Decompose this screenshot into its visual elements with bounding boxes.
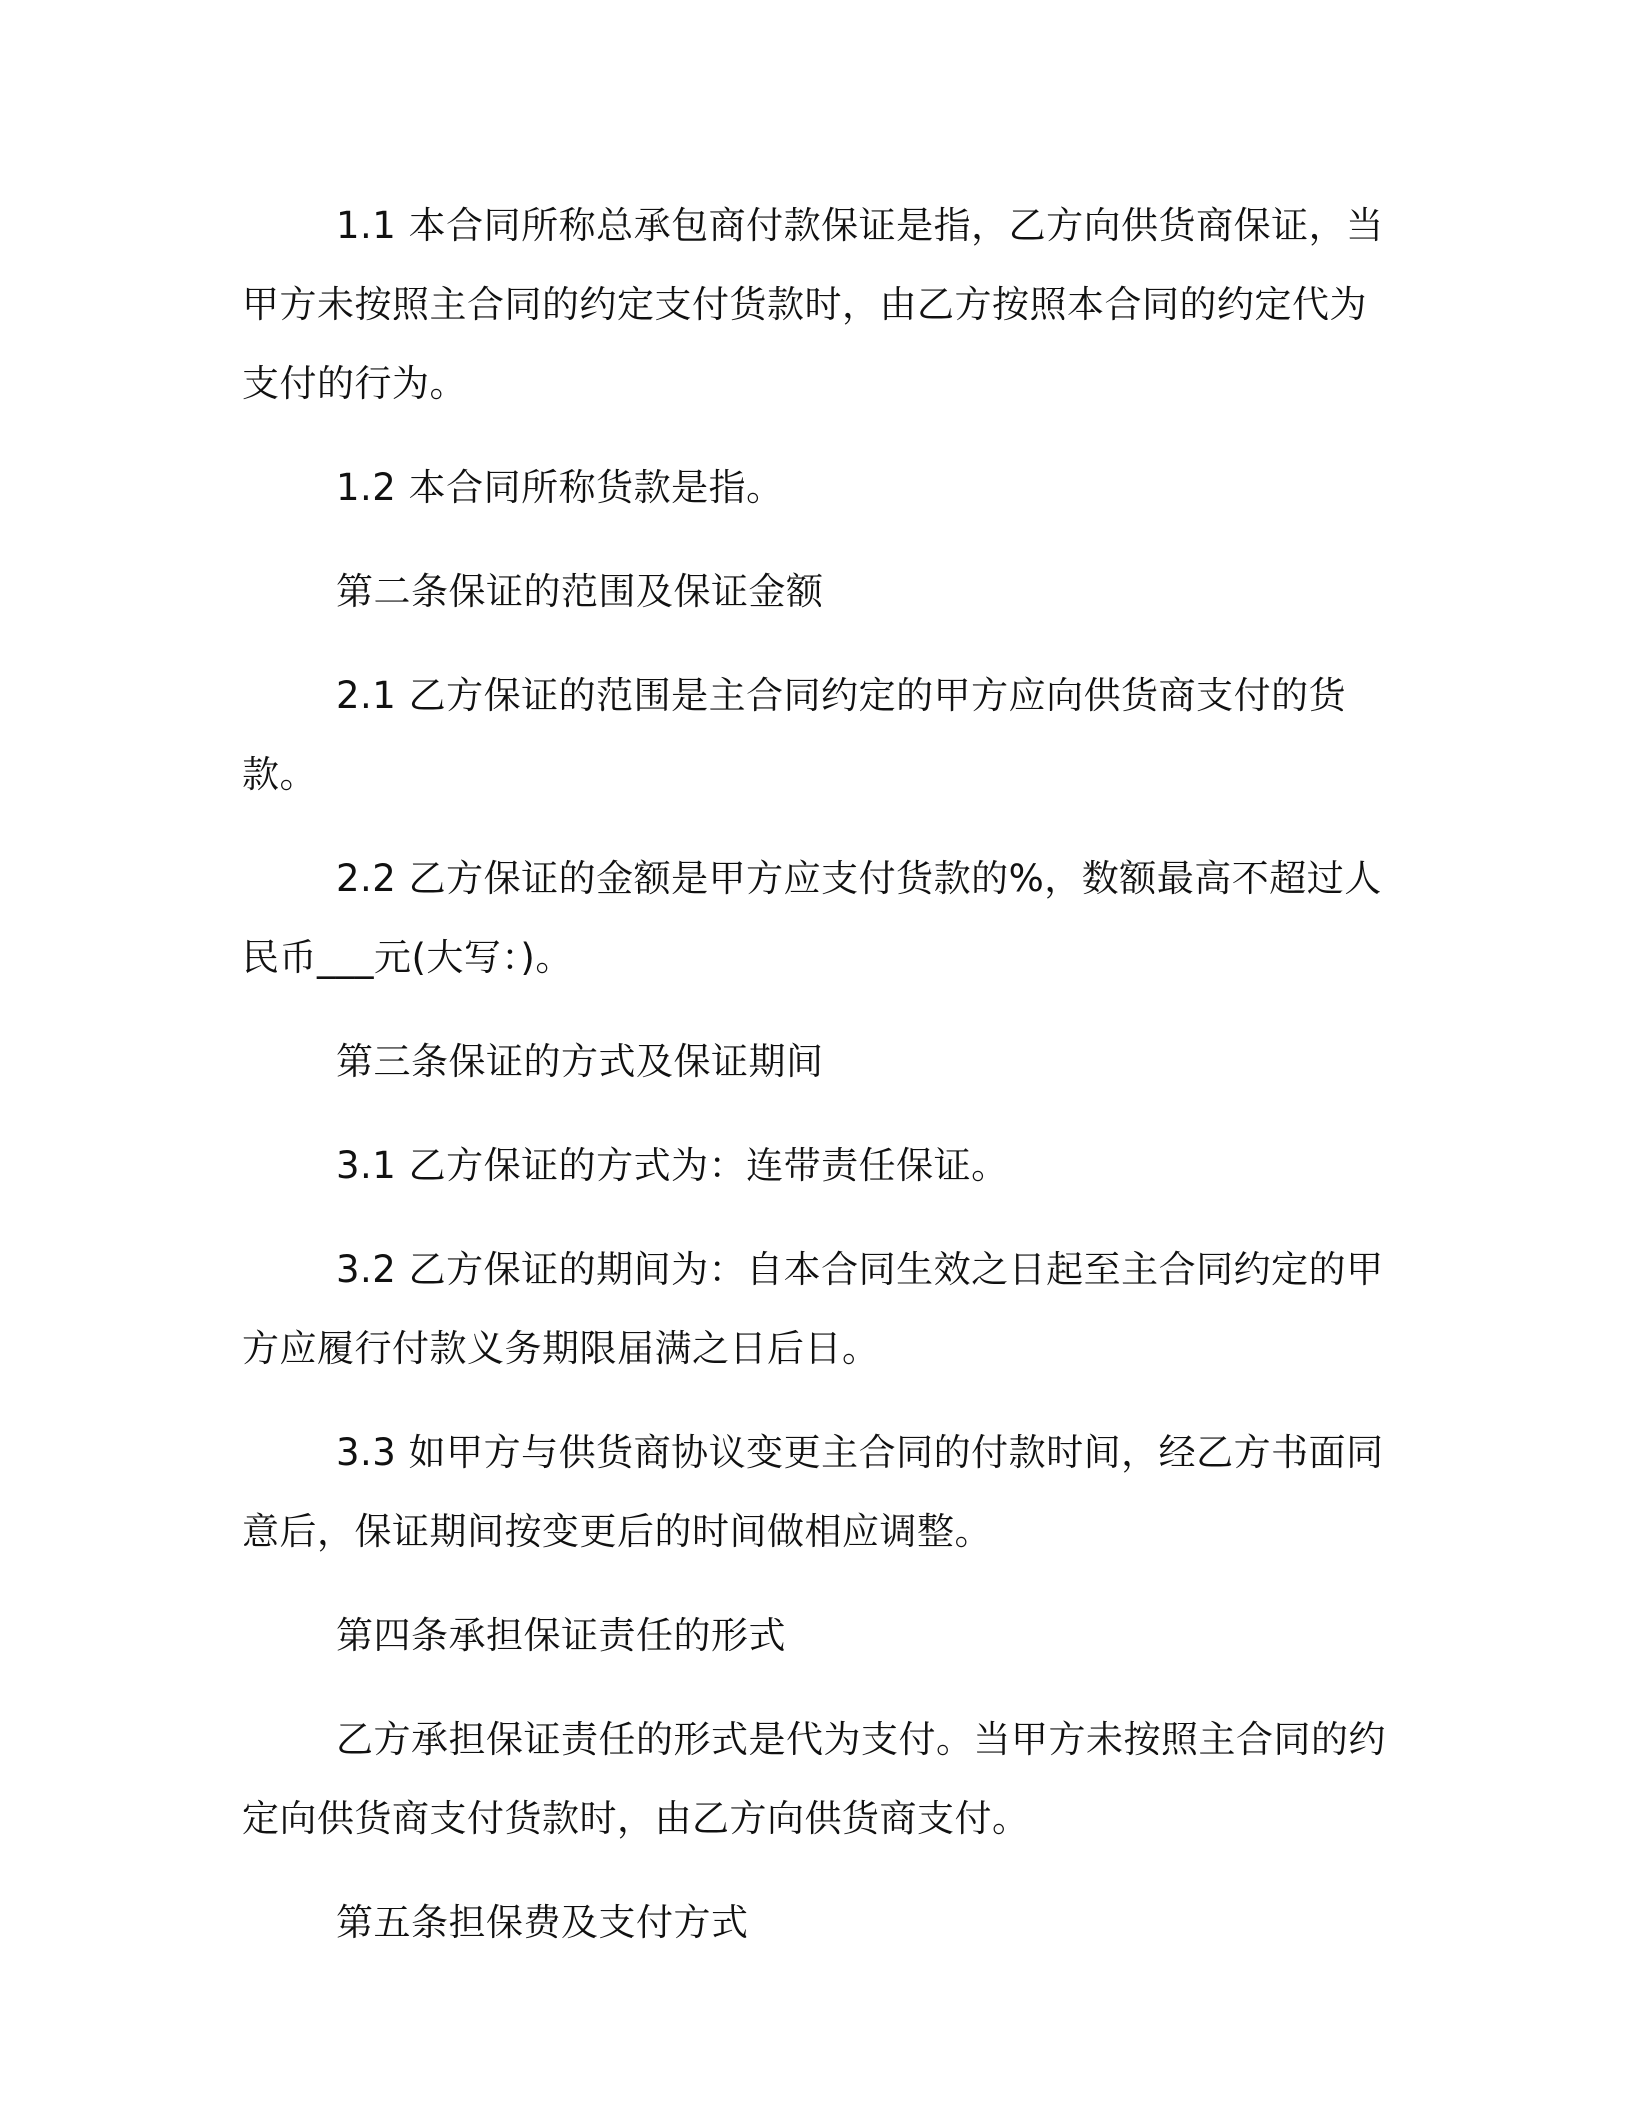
article-4-body: 乙方承担保证责任的形式是代为支付。当甲方未按照主合同的约定向供货商支付货款时，由乙方向供货商支付。 xyxy=(242,1718,1386,1840)
clause-2-1: 2.1 乙方保证的范围是主合同约定的甲方应向供货商支付的货款。 xyxy=(242,674,1347,796)
article-3-heading: 第三条保证的方式及保证期间 xyxy=(336,1040,824,1083)
clause-1-2: 1.2 本合同所称货款是指。 xyxy=(336,466,784,509)
article-4-heading: 第四条承担保证责任的形式 xyxy=(336,1614,786,1657)
clause-3-3: 3.3 如甲方与供货商协议变更主合同的付款时间，经乙方书面同意后，保证期间按变更后的时间做相应调整。 xyxy=(242,1431,1384,1553)
clause-2-2: 2.2 乙方保证的金额是甲方应支付货款的%，数额最高不超过人民币___元(大写：)。 xyxy=(242,857,1382,979)
article-2-heading: 第二条保证的范围及保证金额 xyxy=(336,570,824,613)
article-5-heading: 第五条担保费及支付方式 xyxy=(336,1901,749,1944)
clause-3-2: 3.2 乙方保证的期间为：自本合同生效之日起至主合同约定的甲方应履行付款义务期限届满之日后日。 xyxy=(242,1248,1384,1370)
document-body xyxy=(242,186,1402,1987)
clause-3-1: 3.1 乙方保证的方式为：连带责任保证。 xyxy=(336,1144,1009,1187)
clause-1-1: 1.1 本合同所称总承包商付款保证是指，乙方向供货商保证，当甲方未按照主合同的约定支付货款时，由乙方按照本合同的约定代为支付的行为。 xyxy=(242,204,1384,405)
